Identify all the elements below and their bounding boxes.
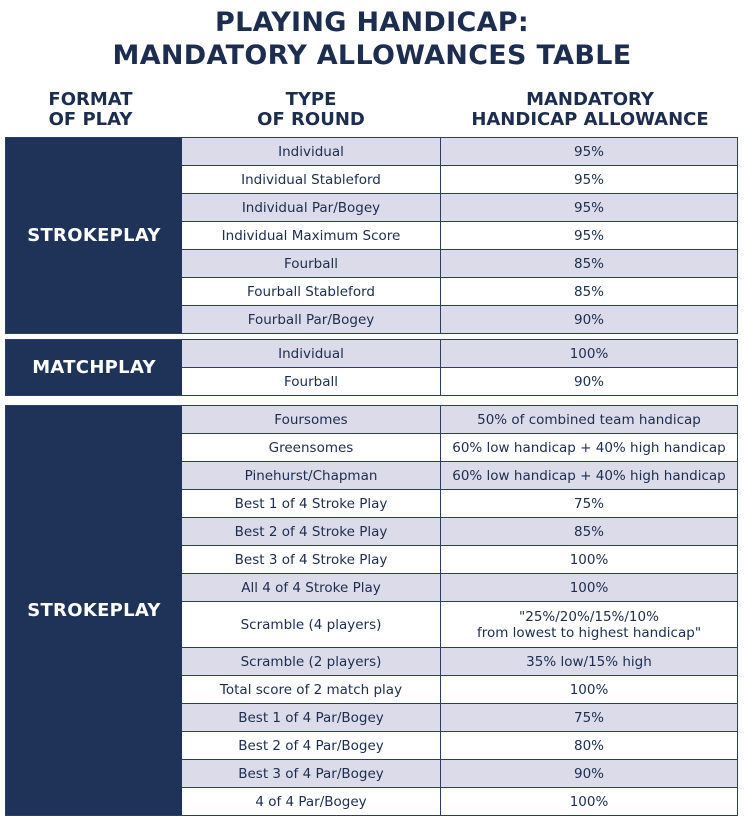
table-row [182, 461, 737, 489]
header-format-line-1: FORMAT [48, 89, 133, 110]
header-format-of-play [8, 90, 173, 130]
round-type-cell: Best 2 of 4 Par/Bogey [182, 732, 441, 759]
round-type-cell: Fourball Stableford [182, 278, 441, 305]
round-type-cell: Foursomes [182, 406, 441, 433]
group-rows [182, 340, 737, 395]
header-type-line-1: TYPE [285, 89, 337, 110]
round-type-cell: Fourball Par/Bogey [182, 306, 441, 333]
page-title [0, 6, 744, 72]
round-type-cell: Scramble (2 players) [182, 648, 441, 675]
allowance-cell: 85% [573, 283, 604, 300]
title-line-2: MANDATORY ALLOWANCES TABLE [112, 40, 632, 71]
round-type-cell: Best 2 of 4 Stroke Play [182, 518, 441, 545]
allowance-cell: 80% [573, 737, 604, 754]
table-row [182, 489, 737, 517]
table-row [182, 305, 737, 333]
matchplay-group [5, 339, 738, 396]
table-row [182, 731, 737, 759]
allowance-cell: 100% [569, 793, 609, 810]
table-row [182, 221, 737, 249]
allowance-cell: 100% [569, 681, 609, 698]
allowance-cell: 75% [573, 495, 604, 512]
title-line-1: PLAYING HANDICAP: [214, 7, 529, 38]
table-row [182, 759, 737, 787]
table-row [182, 601, 737, 647]
round-type-cell: Individual [182, 340, 441, 367]
round-type-cell: 4 of 4 Par/Bogey [182, 788, 441, 815]
table-row [182, 249, 737, 277]
round-type-cell: Fourball [182, 250, 441, 277]
round-type-cell: Pinehurst/Chapman [182, 462, 441, 489]
allowance-cell: 90% [441, 306, 737, 333]
table-row [182, 277, 737, 305]
allowance-cell: 85% [441, 518, 737, 545]
table-row [182, 367, 737, 395]
allowance-cell: 100% [441, 340, 737, 367]
header-format-line-2: OF PLAY [48, 109, 133, 130]
group-rows [182, 138, 737, 333]
table-row [182, 647, 737, 675]
round-type-cell: Individual Stableford [182, 166, 441, 193]
table-row [182, 340, 737, 367]
group-label: STROKEPLAY [6, 406, 182, 815]
allowance-cell: 100% [441, 574, 737, 601]
allowance-cell: 60% low handicap + 40% high handicap [441, 462, 737, 489]
table-row [182, 517, 737, 545]
allowance-cell: 90% [441, 760, 737, 787]
table-row [182, 165, 737, 193]
round-type-cell: Best 1 of 4 Stroke Play [182, 490, 441, 517]
allowance-cell: "25%/20%/15%/10% from lowest to highest handicap" [476, 608, 702, 641]
allowance-cell: 95% [573, 227, 604, 244]
allowance-cell: 60% low handicap + 40% high handicap [452, 439, 726, 456]
table-row [182, 406, 737, 433]
group-label: STROKEPLAY [6, 138, 182, 333]
table-row [182, 675, 737, 703]
round-type-cell: Individual Maximum Score [182, 222, 441, 249]
header-type-of-round [182, 90, 440, 130]
round-type-cell: Fourball [182, 368, 441, 395]
table-row [182, 193, 737, 221]
allowance-cell: 95% [573, 171, 604, 188]
round-type-cell: All 4 of 4 Stroke Play [182, 574, 441, 601]
allowance-cell: 100% [569, 551, 609, 568]
allowance-cell: 75% [441, 704, 737, 731]
round-type-cell: Best 1 of 4 Par/Bogey [182, 704, 441, 731]
round-type-cell: Total score of 2 match play [182, 676, 441, 703]
round-type-cell: Individual Par/Bogey [182, 194, 441, 221]
allowance-cell: 95% [441, 138, 737, 165]
allowance-cell: 35% low/15% high [441, 648, 737, 675]
round-type-cell: Best 3 of 4 Stroke Play [182, 546, 441, 573]
table-row [182, 138, 737, 165]
group-rows [182, 406, 737, 815]
allowance-cell: 50% of combined team handicap [441, 406, 737, 433]
round-type-cell: Scramble (4 players) [182, 602, 441, 647]
group-label: MATCHPLAY [6, 340, 182, 395]
header-allowance-line-1: MANDATORY [526, 89, 654, 110]
header-type-line-2: OF ROUND [257, 109, 365, 130]
strokeplay-team-group [5, 405, 738, 816]
round-type-cell: Best 3 of 4 Par/Bogey [182, 760, 441, 787]
strokeplay-individual-group [5, 137, 738, 334]
header-handicap-allowance [441, 90, 739, 130]
table-row [182, 787, 737, 815]
allowance-cell: 85% [441, 250, 737, 277]
round-type-cell: Greensomes [182, 434, 441, 461]
table-row [182, 433, 737, 461]
allowance-cell: 95% [441, 194, 737, 221]
allowance-cell: 90% [573, 373, 604, 390]
table-row [182, 573, 737, 601]
round-type-cell: Individual [182, 138, 441, 165]
table-row [182, 703, 737, 731]
header-allowance-line-2: HANDICAP ALLOWANCE [471, 109, 709, 130]
table-row [182, 545, 737, 573]
